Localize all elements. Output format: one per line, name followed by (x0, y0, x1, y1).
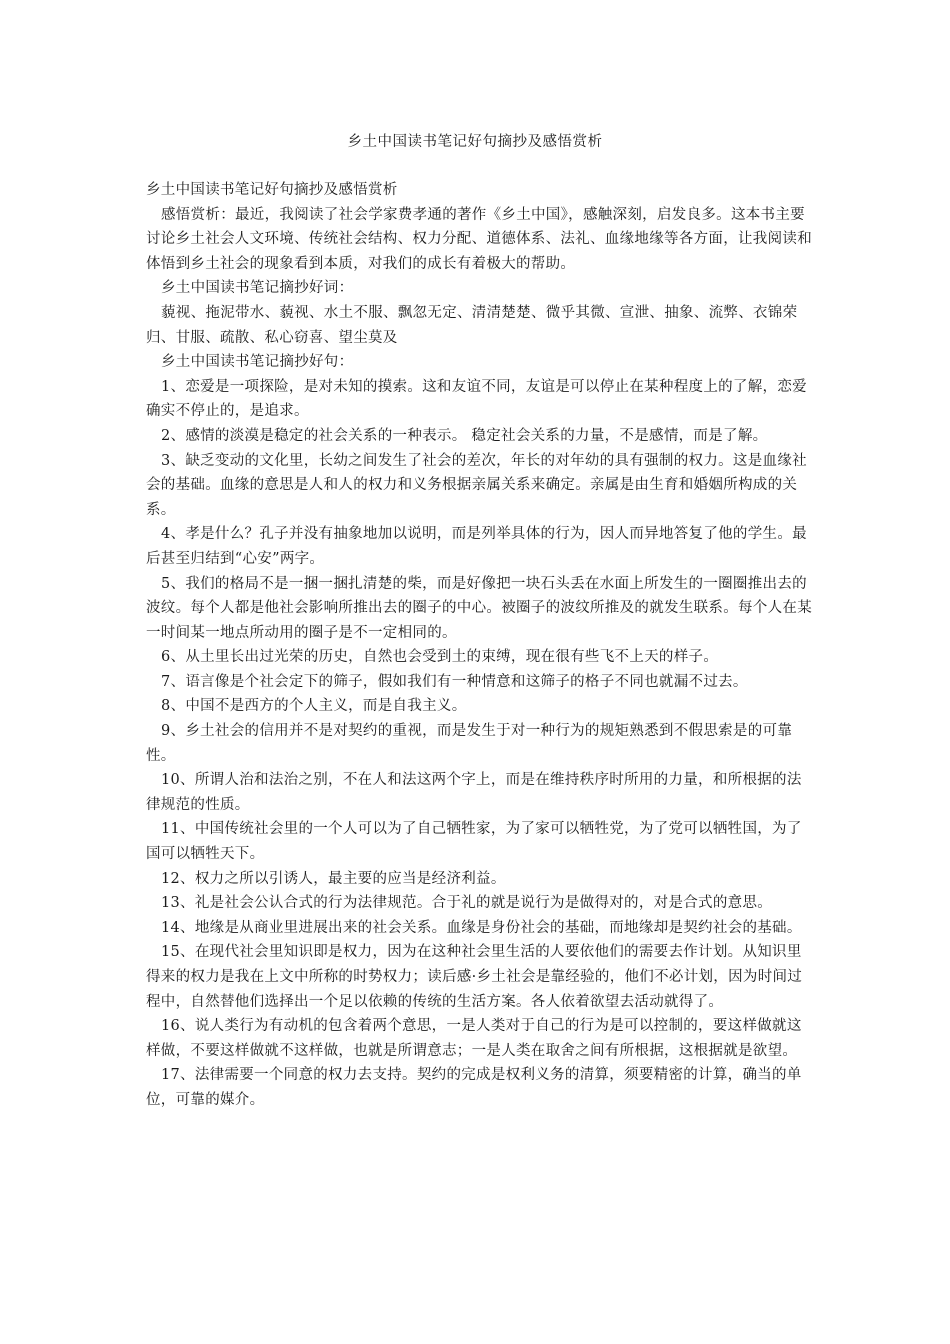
sentences-heading: 乡土中国读书笔记摘抄好句： (161, 354, 354, 371)
sentence-item: 1、恋爱是一项探险，是对未知的摸索。这和友谊不同，友谊是可以停止在某种程度上的了解，恋爱确实不停止的，是追求。 (146, 378, 807, 420)
sentence-item: 16、说人类行为有动机的包含着两个意思，一是人类对于自己的行为是可以控制的，要这样做就这样做，不要这样做就不这样做，也就是所谓意志；一是人类在取舍之间有所根据，这根据就是欲望。 (146, 1018, 802, 1059)
sentence-item: 9、乡土社会的信用并不是对契约的重视，而是发生于对一种行为的规矩熟悉到不假思索是的可靠性。 (146, 723, 793, 764)
sentence-item: 13、礼是社会公认合式的行为法律规范。合于礼的就是说行为是做得对的，对是合式的意思。 (161, 895, 773, 912)
sentence-item: 3、缺乏变动的文化里，长幼之间发生了社会的差次，年长的对年幼的具有强制的权力。这是血缘社会的基础。血缘的意思是人和人的权力和义务根据亲属关系来确定。亲属是由生育和婚姻所构成的关系。 (146, 452, 807, 518)
sentence-item: 2、感情的淡漠是稳定的社会关系的一种表示。 稳定社会关系的力量，不是感情，而是了解。 (161, 427, 768, 444)
intro-paragraph: 感悟赏析：最近，我阅读了社会学家费孝通的著作《乡土中国》，感触深刻，启发良多。这本书主要讨论乡土社会人文环境、传统社会结构、权力分配、道德体系、法礼、血缘地缘等各方面，让我阅读和体悟到乡土社会的现象看到本质，对我们的成长有着极大的帮助。 (146, 206, 812, 272)
sentence-item: 10、所谓人治和法治之别，不在人和法这两个字上，而是在维持秩序时所用的力量，和所根据的法律规范的性质。 (146, 772, 802, 813)
sentence-item: 12、权力之所以引诱人，最主要的应当是经济利益。 (161, 870, 506, 887)
document-body (146, 178, 814, 1113)
words-list: 藐视、拖泥带水、藐视、水土不服、飘忽无定、清清楚楚、微乎其微、宣泄、抽象、流弊、衣锦荣归、甘服、疏散、私心窃喜、望尘莫及 (146, 304, 798, 346)
sentence-item: 8、中国不是西方的个人主义，而是自我主义。 (161, 698, 467, 715)
sentence-item: 5、我们的格局不是一捆一捆扎清楚的柴，而是好像把一块石头丢在水面上所发生的一圈圈推出去的波纹。每个人都是他社会影响所推出去的圈子的中心。被圈子的波纹所推及的就发生联系。每个人在某一时间某一地点所动用的圈子是不一定相同的。 (146, 575, 812, 641)
sentence-item: 15、在现代社会里知识即是权力，因为在这种社会里生活的人要依他们的需要去作计划。从知识里得来的权力是我在上文中所称的时势权力；读后感·乡土社会是靠经验的，他们不必计划，因为时间过程中，自然替他们选择出一个足以依赖的传统的生活方案。各人依着欲望去活动就得了。 (146, 944, 803, 1010)
sentence-item: 11、中国传统社会里的一个人可以为了自己牺牲家，为了家可以牺牲党，为了党可以牺牲国，为了国可以牺牲天下。 (146, 821, 802, 863)
words-heading: 乡土中国读书笔记摘抄好词： (161, 280, 354, 297)
sentence-item: 6、从土里长出过光荣的历史，自然也会受到土的束缚，现在很有些飞不上天的样子。 (161, 649, 719, 666)
sentence-item: 4、孝是什么？孔子并没有抽象地加以说明，而是列举具体的行为，因人而异地答复了他的学生。最后甚至归结到“心安”两字。 (146, 526, 807, 567)
sentence-item: 17、法律需要一个同意的权力去支持。契约的完成是权利义务的清算，须要精密的计算，确当的单位，可靠的媒介。 (146, 1067, 802, 1108)
sentence-item: 7、语言像是个社会定下的筛子，假如我们有一种情意和这筛子的格子不同也就漏不过去。 (161, 673, 748, 690)
document-subtitle: 乡土中国读书笔记好句摘抄及感悟赏析 (146, 182, 398, 198)
document-title: 乡土中国读书笔记好句摘抄及感悟赏析 (347, 134, 603, 150)
sentence-item: 14、地缘是从商业里进展出来的社会关系。血缘是身份社会的基础，而地缘却是契约社会的基础。 (161, 919, 802, 936)
